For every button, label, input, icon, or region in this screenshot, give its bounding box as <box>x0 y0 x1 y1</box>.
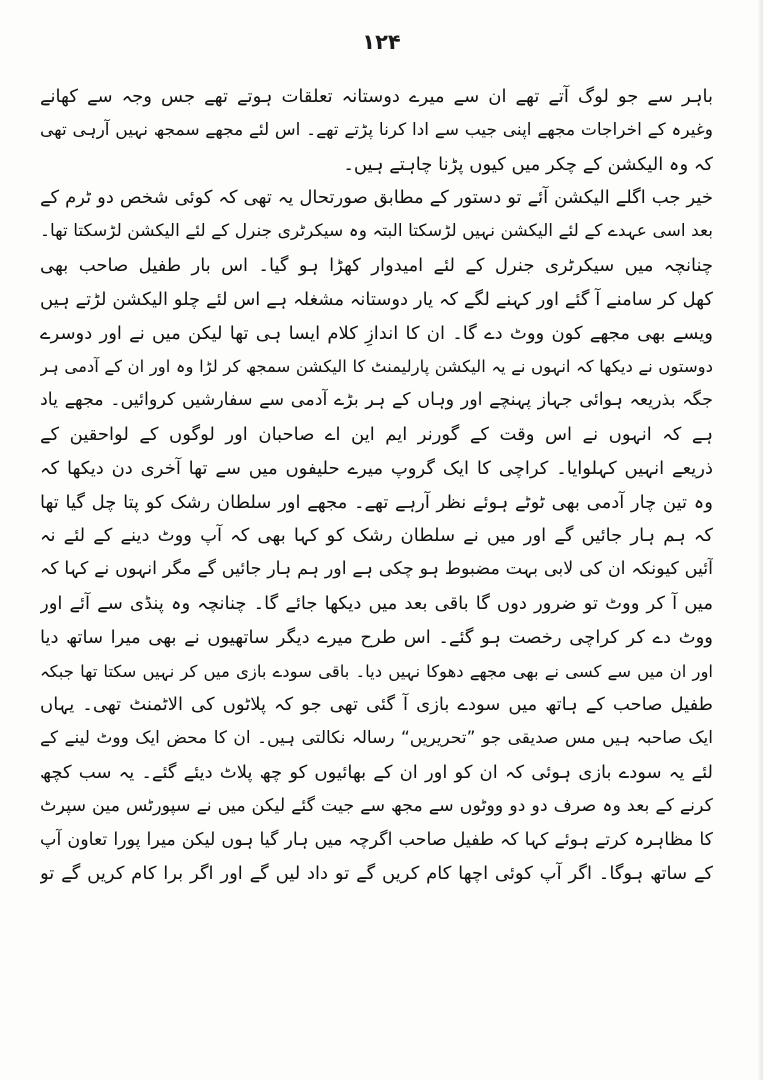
text-line: ایک صاحبہ ہیں مس صدیقی جو ”تحریریں“ رسالہ نکالتی ہیں۔ ان کا محض ایک ووٹ لینے کے <box>40 728 713 749</box>
urdu-body-text <box>40 80 713 891</box>
text-line: باہر سے جو لوگ آتے تھے ان سے میرے دوستانہ تعلقات ہوتے تھے جس وجہ سے کھانے <box>40 86 713 107</box>
text-line: کرنے کے بعد وہ صرف دو دو ووٹوں سے مجھ سے جیت گئے لیکن میں نے سپورٹس مین سپرٹ <box>40 795 713 816</box>
text-line: ووٹ دے کر کراچی رخصت ہو گئے۔ اس طرح میرے دیگر ساتھیوں نے بھی میرا ساتھ دیا <box>40 626 713 648</box>
text-line: کہ ہم ہار جائیں گے اور میں نے سلطان رشک کو کہا بھی کہ آپ ووٹ دینے کے لئے نہ <box>40 525 713 547</box>
text-line: آئیں کیونکہ ان کی لابی بہت مضبوط ہو چکی ہے اور ہم ہار جائیں گے مگر انہوں نے کہا کہ <box>40 559 713 580</box>
text-line: ذریعے انہیں کہلوایا۔ کراچی کا ایک گروپ میرے حلیفوں میں سے تھا آخری دن دیکھا کہ <box>40 457 713 479</box>
text-line: وہ تین چار آدمی بھی ٹوٹے ہوئے نظر آرہے تھے۔ مجھے اور سلطان رشک کو پتا چل گیا تھا <box>40 491 713 513</box>
text-line: دوستوں نے دیکھا کہ انہوں نے یہ الیکشن پارلیمنٹ کا الیکشن سمجھ کر لڑا وہ اور ان کے آدمی ہر <box>40 357 713 377</box>
text-line: کے ساتھ ہوگا۔ اگر آپ کوئی اچھا کام کریں گے تو داد لیں گے اور اگر برا کام کریں گے تو <box>40 863 713 885</box>
text-line: لئے یہ سودے بازی ہوئی کہ ان کو اور ان کے بھائیوں کو چھ پلاٹ دیئے گئے۔ یہ سب کچھ <box>40 761 713 783</box>
text-line: کھل کر سامنے آ گئے اور کہنے لگے کہ یار دوستانہ مشغلہ ہے اس لئے چلو الیکشن لڑتے ہیں <box>40 288 713 310</box>
text-line: ہے کہ انہوں نے اس وقت کے گورنر ایم این اے صاحبان اور لوگوں کے لواحقین کے <box>40 423 713 445</box>
text-line: کہ وہ الیکشن کے چکر میں کیوں پڑنا چاہتے ہیں۔ <box>343 153 713 175</box>
text-line: طفیل صاحب کے ہاتھ میں سودے بازی آ گئی تھی جو کہ پلاٹوں کی الاٹمنٹ تھی۔ یہاں <box>40 694 713 716</box>
text-line: جگہ بذریعہ ہوائی جہاز پہنچے اور وہاں کے ہر بڑے آدمی سے سفارشیں کروائیں۔ مجھے یاد <box>40 390 713 411</box>
text-line: میں آ کر ووٹ تو ضرور دوں گا باقی بعد میں دیکھا جائے گا۔ چنانچہ وہ پنڈی سے آئے اور <box>40 592 713 614</box>
text-line: وغیرہ کے اخراجات مجھے اپنی جیب سے ادا کرنا پڑتے تھے۔ اس لئے مجھے سمجھ نہیں آرہی تھی <box>40 119 713 140</box>
text-line: چنانچہ میں سیکرٹری جنرل کے لئے امیدوار کھڑا ہو گیا۔ اس بار طفیل صاحب بھی <box>40 254 713 276</box>
text-line: اور ان میں سے کسی نے بھی مجھے دھوکا نہیں دیا۔ باقی سودے بازی میں کر نہیں سکتا تھا جبکہ <box>40 661 713 681</box>
text-line: ویسے بھی مجھے کون ووٹ دے گا۔ ان کا اندازِ کلام ایسا ہی تھا لیکن میں نے اور دوسرے <box>40 322 713 344</box>
page-edge-shadow <box>757 0 763 1080</box>
page-number: ۱۲۴ <box>362 30 401 54</box>
text-line: خیر جب اگلے الیکشن آئے تو دستور کے مطابق صورتحال یہ تھی کہ کوئی شخص دو ٹرم کے <box>40 187 713 209</box>
text-line: بعد اسی عہدے کے لئے الیکشن نہیں لڑسکتا البتہ وہ سیکرٹری جنرل کے لئے الیکشن لڑسکتا تھا۔ <box>40 221 713 242</box>
text-line: کا مظاہرہ کرتے ہوئے کہا کہ طفیل صاحب اگرچہ میں ہار گیا ہوں لیکن میرا پورا تعاون آپ <box>40 829 713 850</box>
